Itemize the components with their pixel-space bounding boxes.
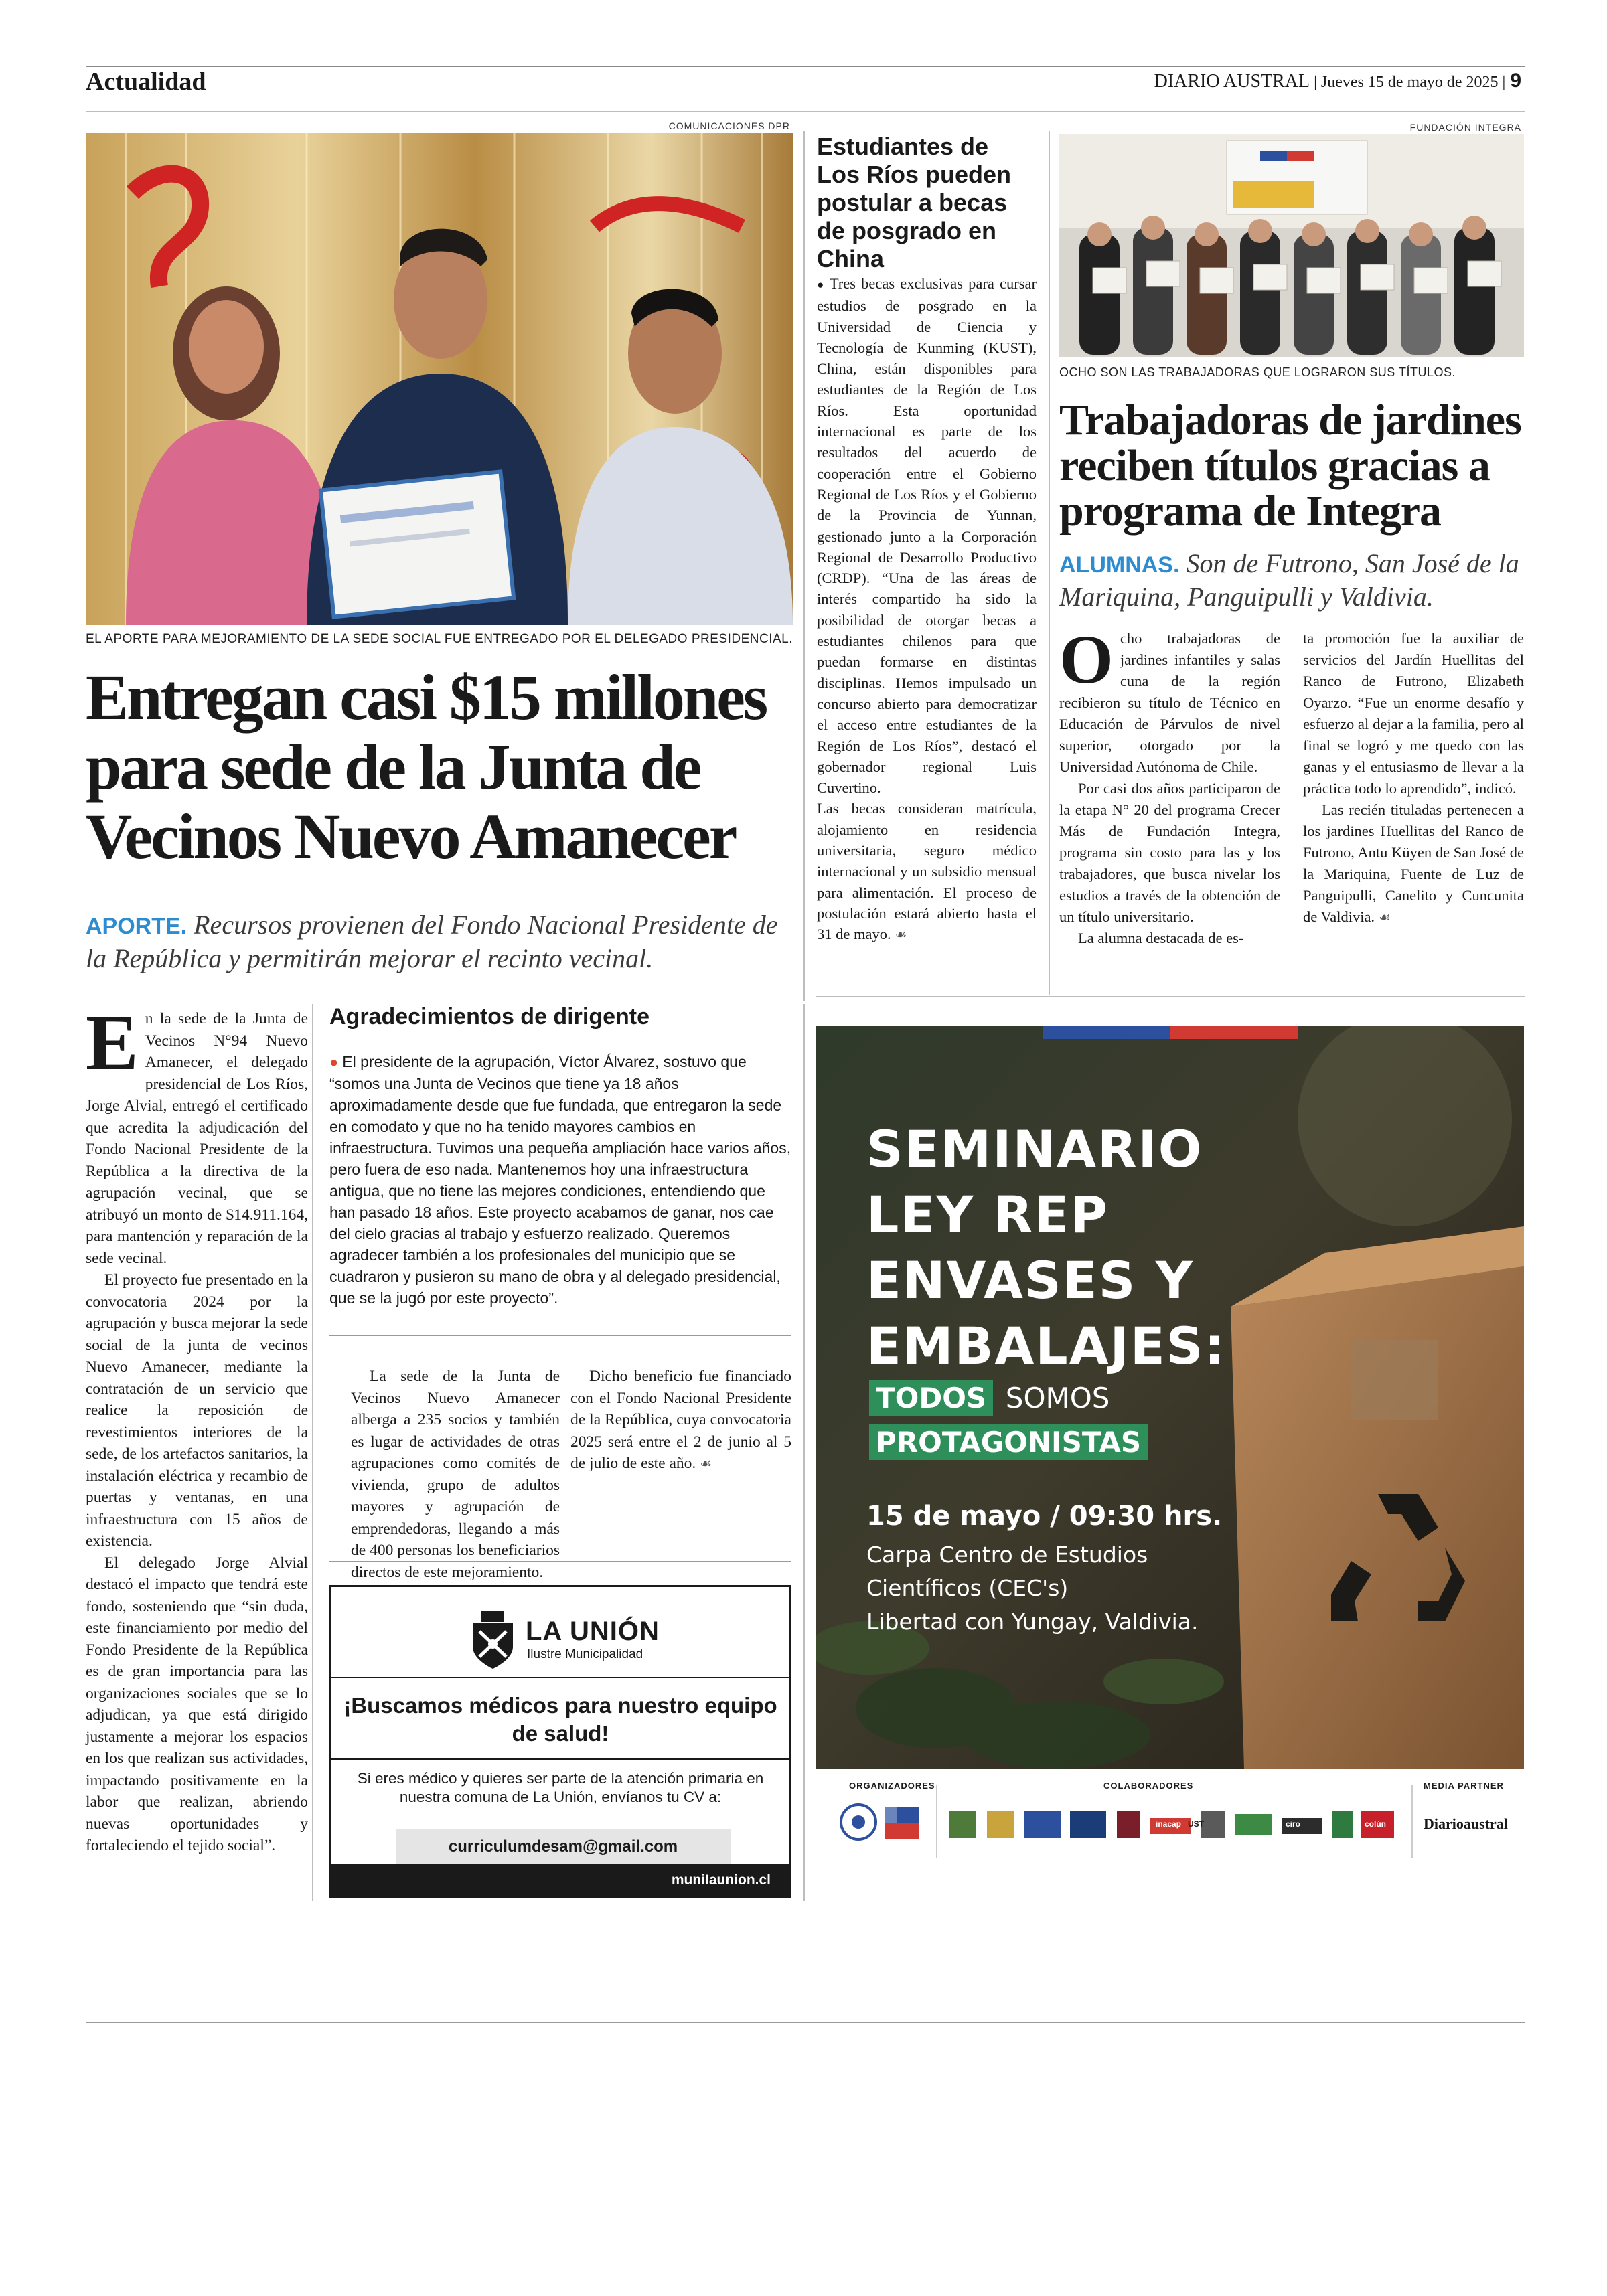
seminar-title-line-3: ENVASES Y bbox=[866, 1250, 1194, 1310]
municipal-crest-icon bbox=[469, 1610, 516, 1670]
integra-column-1 bbox=[1059, 621, 1280, 949]
ad-seminar bbox=[816, 1026, 1524, 1769]
sponsor-divider-2 bbox=[1411, 1785, 1413, 1858]
seminar-place-line-3: Libertad con Yungay, Valdivia. bbox=[866, 1609, 1199, 1635]
main-photo bbox=[86, 133, 793, 625]
ad-union-subtitle: Ilustre Municipalidad bbox=[527, 1647, 643, 1661]
box-rule bbox=[329, 1335, 791, 1336]
main-paragraph-5-text: Dicho beneficio fue financiado con el Fondo Nacional Presidente de la República, cuya convocatoria 2025 será entre el 2 de junio al 5 de julio de este año. bbox=[570, 1368, 791, 1472]
lower-rule bbox=[329, 1561, 791, 1562]
china-headline: Estudiantes de Los Ríos pueden postular a becas de posgrado en China bbox=[817, 133, 1012, 272]
main-paragraph-3: El delegado Jorge Alvial destacó el impacto que tendrá este fondo, sosteniendo que “sin duda, este financiamiento por medio del Fondo Presidente de la República es de gran importancia para las organizaciones sociales que se lo adjudican, ya que está dirigido justamente a mejorar los espacios en los que realizan sus actividades, impactando positivamente en la labor que realizan, abriendo nuevas oportunidades y fortaleciendo el tejido social”. bbox=[86, 1554, 308, 1854]
logo-inacap: inacap bbox=[1156, 1819, 1182, 1829]
ad-union-email[interactable]: curriculumdesam@gmail.com bbox=[396, 1829, 731, 1864]
integra-deck bbox=[1059, 548, 1528, 613]
integra-paragraph-3: La alumna destacada de es- bbox=[1078, 930, 1244, 947]
seminar-pill-somos: SOMOS bbox=[1005, 1382, 1110, 1414]
photo-credit-main: COMUNICACIONES DPR bbox=[668, 120, 790, 131]
logo-ust: UST bbox=[1188, 1819, 1204, 1829]
china-paragraph-1-text: Tres becas exclusivas para cursar estudios de posgrado en la Universidad de Ciencia y Tecnología de Kunming (KUST), China, están disponibles para estudiantes de la Región de Los Ríos. Esta oportunidad internacional es parte de los resultados del acuerdo de cooperación entre el Gobierno Regional de Los Ríos y el Gobierno de la Provincia de Yunnan, gestionado junto a la Corporación Regional de Desarrollo Productivo (CRDP). “Una de las áreas de interés compartido ha sido la posibilidad de otorgar becas a estudiantes chilenos para que puedan formarse en distintas disciplinas. Hemos impulsado un concurso abierto para democratizar el acceso entre estudiantes de la Región de Los Ríos”, destacó el gobernador regional Luis Cuvertino. bbox=[817, 275, 1037, 797]
page-bottom-rule bbox=[86, 2022, 1525, 2023]
seminar-datetime: 15 de mayo / 09:30 hrs. bbox=[866, 1501, 1223, 1532]
box-text-container bbox=[329, 1051, 791, 1309]
end-mark-icon: ☙ bbox=[700, 1455, 712, 1471]
column-rule-2 bbox=[1049, 131, 1050, 995]
media-partner-logo: Diarioaustral bbox=[1424, 1815, 1508, 1832]
seminar-title-line-1: SEMINARIO bbox=[866, 1119, 1203, 1179]
organizers-label: ORGANIZADORES bbox=[849, 1781, 935, 1791]
collaborators-label: COLABORADORES bbox=[1103, 1781, 1194, 1791]
integra-paragraph-1-text: cho trabajadoras de jardines infantiles y salas cuna de la región recibieron su título de Técnico en Educación de Párvulos de nivel superior, otorgado por la Universidad Autónoma de Chile. bbox=[1059, 630, 1280, 775]
masthead bbox=[1154, 70, 1521, 92]
ad-union-divider-2 bbox=[331, 1758, 789, 1760]
sponsor-strip bbox=[816, 1769, 1524, 1900]
ad-union-divider bbox=[331, 1677, 789, 1678]
column-rule-1 bbox=[804, 131, 805, 1001]
integra-deck-text: Son de Futrono, San José de la Mariquina, Panguipulli y Valdivia. bbox=[1059, 548, 1519, 612]
integra-paragraph-4: ta promoción fue la auxiliar de servicios del Jardín Huellitas del Ranco de Futrono, Elizabeth Oyarzo. “Fue un enorme desafío y esfuerzo al dejar a la familia, pero al final se logró y me quedo con las ganas y el entusiasmo de llevar a la práctica todo lo aprendido”, indicó. bbox=[1303, 630, 1524, 797]
box-text: El presidente de la agrupación, Víctor Álvarez, sostuvo que “somos una Junta de Vecinos que tiene ya 18 años aproximadamente desde que fue fundada, que entregaron la sede en comodato y que no ha tenido mayores cambios en infraestructura. Tuvimos una pequeña ampliación hace varios años, pero fuera de eso nada. Mantenemos hoy una infraestructura antigua, que no tiene las mejores condiciones, entendiendo que han pasado 18 años. Este proyecto acabamos de ganar, nos cae del cielo gracias al trabajo y esfuerzo realizado. Queremos agradecer también a los profesionales del municipio que se cuadraron y pusieron su mano de obra y al delegado presidencial, que se la jugó por este proyecto”. bbox=[329, 1053, 791, 1307]
ad-union-name: LA UNIÓN bbox=[526, 1617, 660, 1646]
integra-column-2 bbox=[1303, 628, 1524, 928]
china-paragraph-1 bbox=[817, 273, 1037, 798]
organizer-logos-icon bbox=[838, 1801, 925, 1854]
section-label: Actualidad bbox=[86, 68, 206, 96]
ad-union-title: ¡Buscamos médicos para nuestro equipo de salud! bbox=[343, 1693, 777, 1746]
main-column-3 bbox=[570, 1366, 791, 1475]
ad-union-web[interactable]: muniIaunion.cl bbox=[331, 1864, 789, 1896]
main-paragraph-1-text: n la sede de la Junta de Vecinos N°94 Nuevo Amanecer, el delegado presidencial de Los Ríos, Jorge Alvial, entregó el certificado que acredita la adjudicación del Fondo Nacional Presidente de la República a la directiva de la agrupación vecinal, que se atribuyó un monto de $14.911.164, para mantención y reparación de la sede vecinal. bbox=[86, 1010, 308, 1267]
seminar-title-line-4: EMBALAJES: bbox=[866, 1316, 1226, 1376]
main-column-2 bbox=[351, 1366, 560, 1583]
china-paragraph-2 bbox=[817, 798, 1037, 945]
end-mark-icon-integra: ☙ bbox=[1379, 909, 1391, 925]
photo-credit-integra: FUNDACIÓN INTEGRA bbox=[1409, 122, 1521, 133]
integra-photo bbox=[1059, 134, 1524, 357]
logo-ciro: ciro bbox=[1286, 1819, 1301, 1829]
column-rule-3 bbox=[312, 1004, 313, 1901]
bullet-icon-china: ● bbox=[817, 278, 826, 291]
main-paragraph-5 bbox=[570, 1366, 791, 1475]
seminar-place-line-2: Científicos (CEC's) bbox=[866, 1575, 1069, 1601]
page-number: 9 bbox=[1510, 70, 1521, 92]
main-paragraph-2: El proyecto fue presentado en la convocatoria 2024 por la agrupación y busca mejorar la sede social de la junta de vecinos Nuevo Amanecer, mediante la contratación de un servicio que realice la reposición de revestimientos interiores de la sede, de los artefactos sanitarios, la instalación eléctrica y recambio de puertas y ventanas, en una infraestructura con 15 años de existencia. bbox=[86, 1271, 308, 1550]
main-headline: Entregan casi $15 millones para sede de la Junta de Vecinos Nuevo Amanecer bbox=[86, 661, 767, 872]
end-mark-icon-china: ☙ bbox=[895, 926, 907, 943]
masthead-date: | Jueves 15 de mayo de 2025 | bbox=[1314, 74, 1506, 91]
dropcap-e: E bbox=[86, 999, 139, 1086]
main-paragraph-1 bbox=[86, 999, 308, 1269]
dropcap-o: O bbox=[1059, 621, 1114, 698]
integra-paragraph-2: Por casi dos años participaron de la etapa N° 20 del programa Crecer Más de Fundación Integra, programa sin costo para las y los trabajadores, que busca nivelar los estudios a través de la obtención de un título universitario. bbox=[1059, 780, 1280, 925]
bullet-icon: ● bbox=[329, 1054, 339, 1070]
integra-paragraph-5-text: Las recién tituladas pertenecen a los jardines Huellitas del Ranco de Futrono, Antu Küyen de San José de la Mariquina, Fuente de Luz de Panguipulli, Canelito y Cuncunita de Valdivia. bbox=[1303, 801, 1524, 925]
ad-la-union bbox=[329, 1585, 791, 1898]
seminar-pill-1 bbox=[869, 1382, 1109, 1414]
photo-caption-integra: OCHO SON LAS TRABAJADORAS QUE LOGRARON SUS TÍTULOS. bbox=[1059, 365, 1456, 379]
main-paragraph-4: La sede de la Junta de Vecinos Nuevo Amanecer alberga a 235 socios y también es lugar de actividades de otras agrupaciones como comités de vivienda, grupo de adultos mayores y agrupación de emprendedoras, llegando a más de 400 personas los beneficiarios directos de este mejoramiento. bbox=[351, 1368, 560, 1581]
seminar-place bbox=[866, 1538, 1199, 1639]
column-rule-4 bbox=[804, 1004, 805, 1901]
seminar-pill-protagonistas: PROTAGONISTAS bbox=[869, 1424, 1148, 1460]
media-partner-label: MEDIA PARTNER bbox=[1424, 1781, 1504, 1791]
header-top-rule bbox=[86, 66, 1525, 67]
integra-paragraph-5 bbox=[1303, 799, 1524, 928]
header-bottom-rule bbox=[86, 111, 1525, 112]
main-deck-text: Recursos provienen del Fondo Nacional Presidente de la República y permitirán mejorar el recinto vecinal. bbox=[86, 910, 778, 973]
integra-paragraph-1 bbox=[1059, 621, 1280, 778]
seminar-pill-2 bbox=[869, 1426, 1148, 1459]
ad-union-text: Si eres médico y quieres ser parte de la atención primaria en nuestra comuna de La Unión, envíanos tu CV a: bbox=[357, 1770, 764, 1805]
seminar-pill-todos: TODOS bbox=[869, 1380, 993, 1416]
seminar-title-line-2: LEY REP bbox=[866, 1185, 1109, 1244]
seminar-title bbox=[866, 1117, 1226, 1379]
sponsor-divider-1 bbox=[936, 1785, 937, 1858]
seminar-place-line-1: Carpa Centro de Estudios bbox=[866, 1542, 1148, 1568]
integra-headline: Trabajadoras de jardines reciben títulos gracias a programa de Integra bbox=[1059, 396, 1521, 536]
integra-bottom-rule bbox=[816, 996, 1525, 997]
masthead-name: DIARIO AUSTRAL bbox=[1154, 71, 1310, 92]
box-title: Agradecimientos de dirigente bbox=[329, 1004, 649, 1030]
china-body bbox=[817, 273, 1037, 946]
logo-colun: colún bbox=[1365, 1819, 1386, 1829]
china-paragraph-2-text: Las becas consideran matrícula, alojamiento en residencia universitaria, seguro médico internacional y un subsidio mensual para alimentación. El proceso de postulación estará abierto hasta el 31 de mayo. bbox=[817, 800, 1037, 943]
main-column-1 bbox=[86, 999, 308, 1857]
main-deck bbox=[86, 909, 795, 975]
main-deck-lead: APORTE. bbox=[86, 914, 187, 939]
photo-caption-main: EL APORTE PARA MEJORAMIENTO DE LA SEDE SOCIAL FUE ENTREGADO POR EL DELEGADO PRESIDENCIAL. bbox=[86, 632, 793, 646]
integra-deck-lead: ALUMNAS. bbox=[1059, 552, 1180, 578]
